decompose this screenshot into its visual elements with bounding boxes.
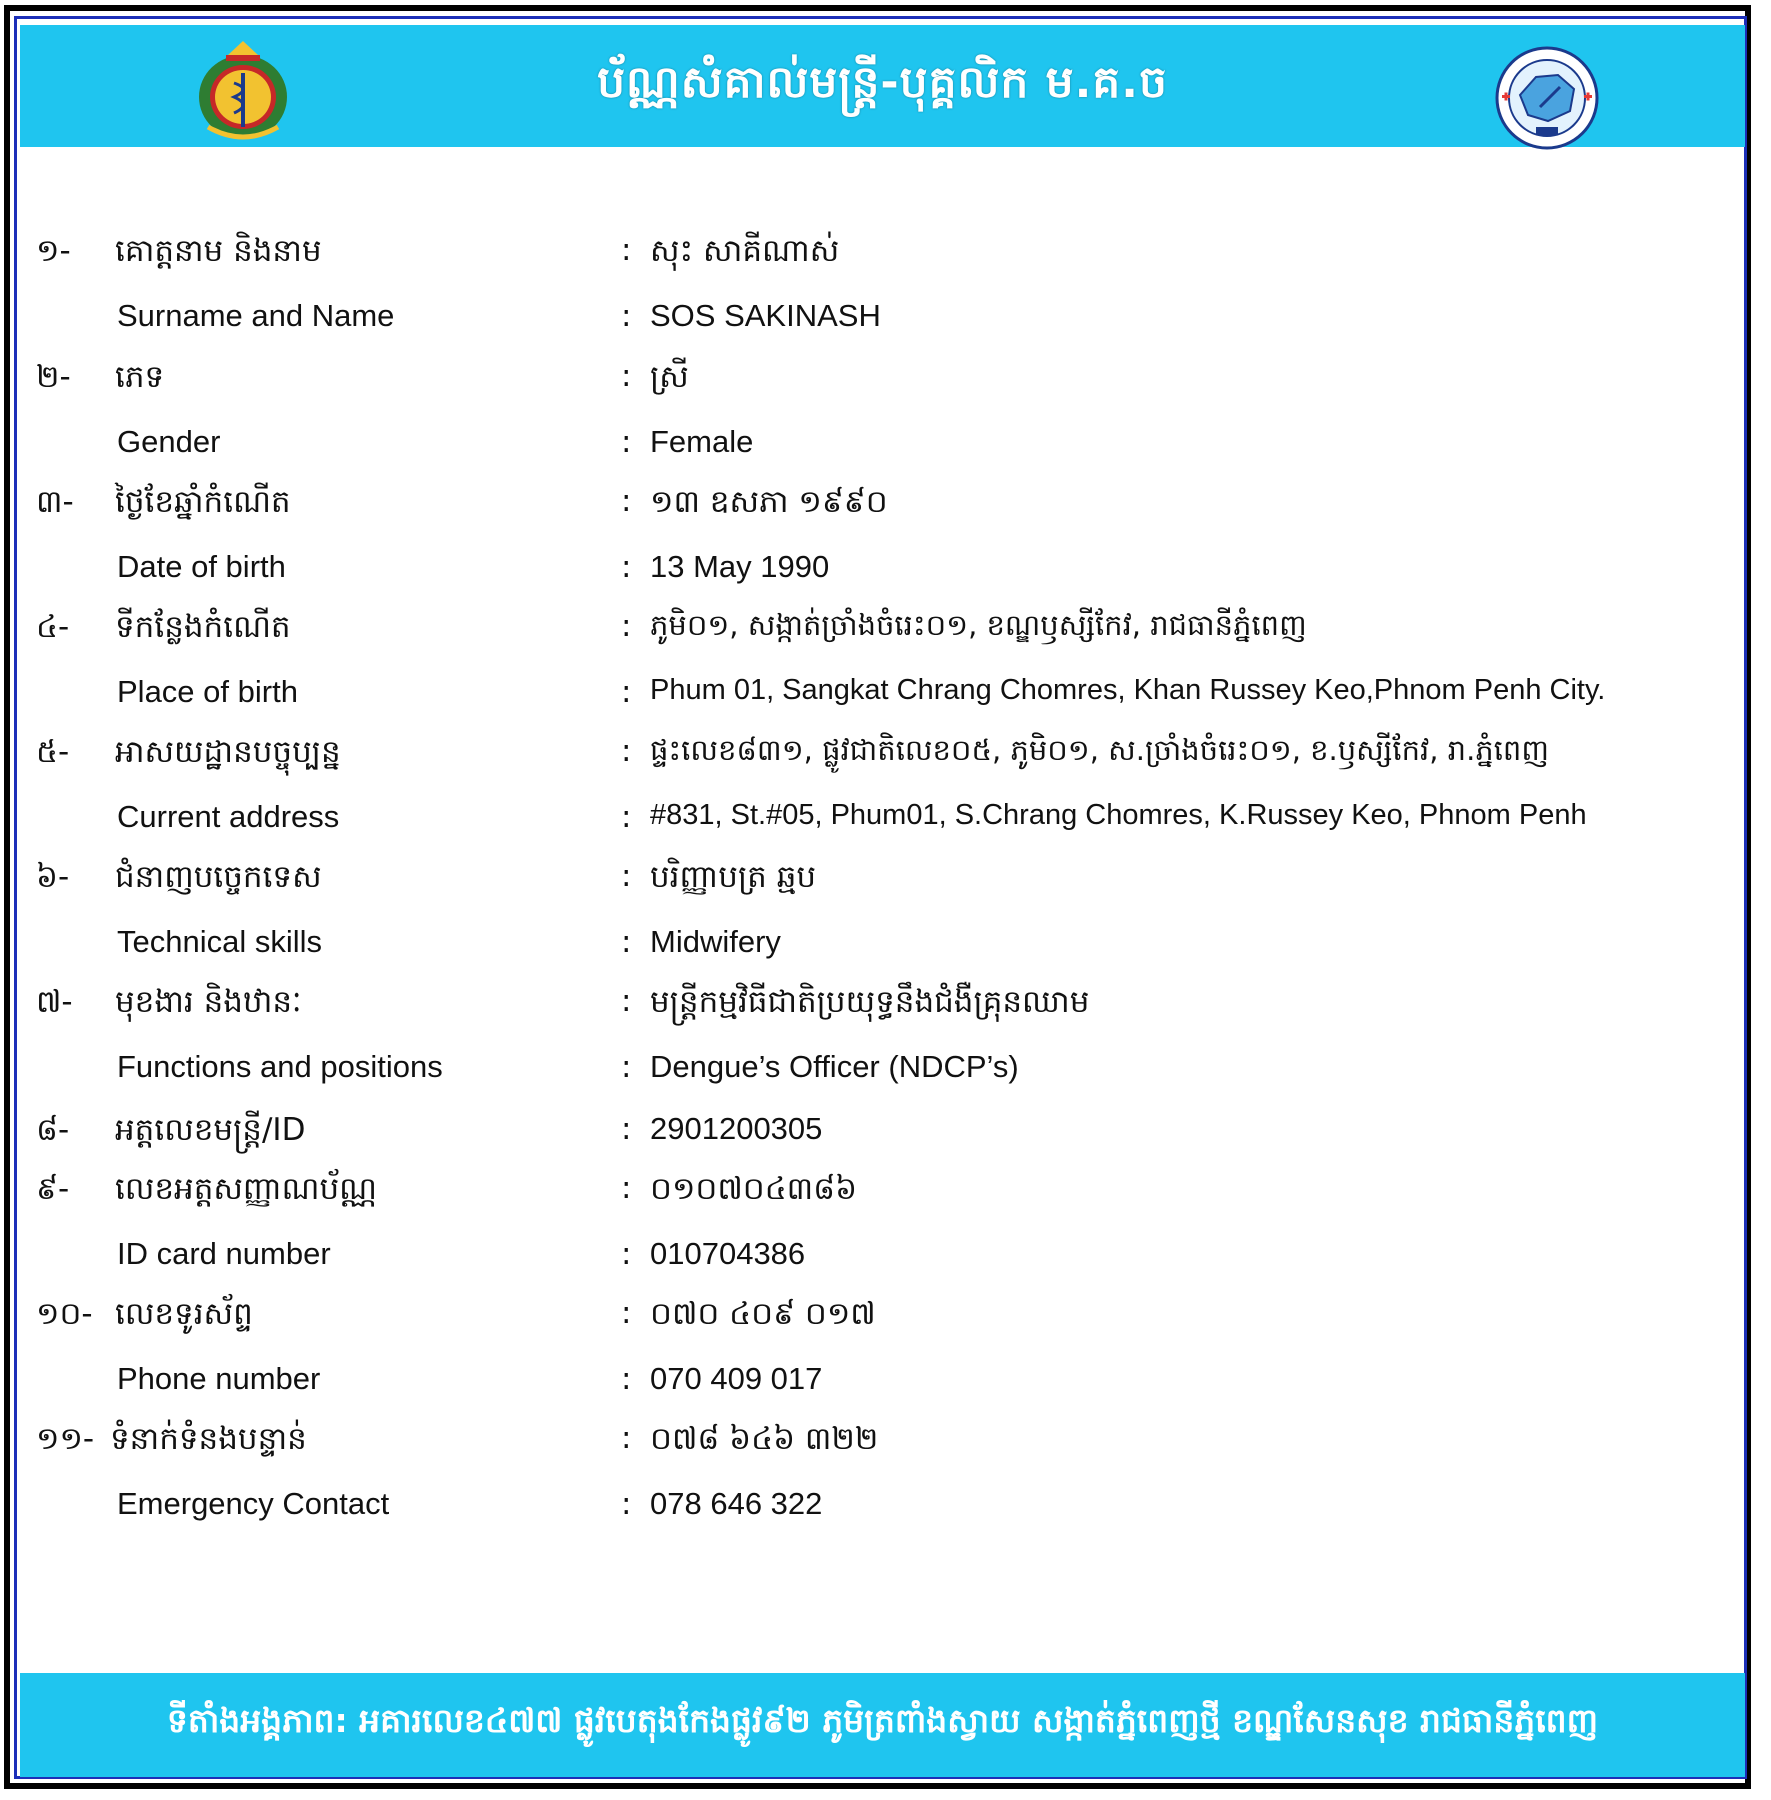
footer-band bbox=[20, 1673, 1745, 1777]
label-dob-en: Date of birth bbox=[117, 549, 286, 584]
colon: : bbox=[621, 483, 632, 519]
row-skills-km bbox=[0, 858, 1771, 918]
row-gender-en bbox=[0, 424, 1771, 484]
row-idcard-km bbox=[0, 1170, 1771, 1230]
field-number: ២- bbox=[36, 359, 71, 395]
row-emergency-en bbox=[0, 1486, 1771, 1546]
label-idcard-km: លេខអត្តសញ្ញាណប័ណ្ណ bbox=[115, 1171, 378, 1207]
label-gender-en: Gender bbox=[117, 424, 221, 459]
colon: : bbox=[621, 1420, 632, 1456]
colon: : bbox=[621, 1295, 632, 1331]
label-emergency-km: ទំនាក់ទំនងបន្ទាន់ bbox=[110, 1421, 307, 1457]
field-number: ៤- bbox=[36, 609, 70, 645]
colon: : bbox=[621, 1111, 632, 1147]
field-number: ៨- bbox=[36, 1112, 70, 1148]
row-phone-en bbox=[0, 1361, 1771, 1421]
label-skills-km: ជំនាញបច្ចេកទេស bbox=[115, 859, 322, 895]
label-address-km: អាសយដ្ឋានបច្ចុប្បន្ន bbox=[115, 734, 341, 770]
value-name-en: SOS SAKINASH bbox=[650, 298, 881, 333]
colon: : bbox=[621, 1049, 632, 1085]
label-pob-km: ទីកន្លែងកំណើត bbox=[115, 609, 291, 645]
colon: : bbox=[621, 608, 632, 644]
value-idcard-km: ០១០៧០៤៣៨៦ bbox=[650, 1171, 858, 1207]
row-address-km bbox=[0, 733, 1771, 793]
colon: : bbox=[621, 1236, 632, 1272]
row-idcard-en bbox=[0, 1236, 1771, 1296]
row-gender-km bbox=[0, 358, 1771, 418]
label-officer-id: អត្តលេខមន្រ្តី/ID bbox=[115, 1112, 306, 1148]
label-name-en: Surname and Name bbox=[117, 298, 395, 333]
label-position-km: មុខងារ និងឋានៈ bbox=[115, 984, 302, 1020]
value-phone-km: ០៧០ ៤០៩ ០១៧ bbox=[650, 1296, 876, 1332]
colon: : bbox=[621, 1361, 632, 1397]
row-pob-km bbox=[0, 608, 1771, 668]
value-gender-en: Female bbox=[650, 424, 754, 459]
label-dob-km: ថ្ងៃខែឆ្នាំកំណើត bbox=[115, 484, 291, 520]
value-officer-id: 2901200305 bbox=[650, 1111, 823, 1146]
colon: : bbox=[621, 549, 632, 585]
office-address: ទីតាំងអង្គភាព: អគារលេខ៤៧៧ ផ្លូវបេតុងកែងផ្លូវ៩២ ភូមិត្រពាំងស្វាយ សង្កាត់ភ្នំពេញថ្មី ខណ្ឌសែនសុខ រាជធានីភ្នំពេញ bbox=[166, 1701, 1599, 1740]
colon: : bbox=[621, 924, 632, 960]
value-skills-en: Midwifery bbox=[650, 924, 781, 959]
row-name-en bbox=[0, 298, 1771, 358]
colon: : bbox=[621, 232, 632, 268]
field-number: ៩- bbox=[36, 1171, 70, 1207]
value-dob-km: ១៣ ឧសភា ១៩៩០ bbox=[650, 484, 888, 520]
colon: : bbox=[621, 424, 632, 460]
value-address-en: #831, St.#05, Phum01, S.Chrang Chomres, K.Russey Keo, Phnom Penh bbox=[650, 799, 1587, 831]
value-emergency-en: 078 646 322 bbox=[650, 1486, 823, 1521]
label-position-en: Functions and positions bbox=[117, 1049, 443, 1084]
row-skills-en bbox=[0, 924, 1771, 984]
row-pob-en bbox=[0, 674, 1771, 734]
label-name-km: គោត្តនាម និងនាម bbox=[115, 233, 322, 269]
colon: : bbox=[621, 858, 632, 894]
label-pob-en: Place of birth bbox=[117, 674, 298, 709]
row-address-en bbox=[0, 799, 1771, 859]
row-officer-id bbox=[0, 1111, 1771, 1171]
row-dob-en bbox=[0, 549, 1771, 609]
label-skills-en: Technical skills bbox=[117, 924, 323, 959]
value-emergency-km: ០៧៨ ៦៤៦ ៣២២ bbox=[650, 1421, 879, 1457]
value-idcard-en: 010704386 bbox=[650, 1236, 806, 1271]
colon: : bbox=[621, 733, 632, 769]
value-position-en: Dengue’s Officer (NDCP’s) bbox=[650, 1049, 1019, 1084]
card-title: ប័ណ្ណសំគាល់មន្រ្តី-បុគ្គលិក ម.គ.ច bbox=[597, 57, 1168, 108]
label-address-en: Current address bbox=[117, 799, 340, 834]
row-phone-km bbox=[0, 1295, 1771, 1355]
field-number: ៥- bbox=[36, 734, 70, 770]
field-number: ៧- bbox=[36, 984, 73, 1020]
label-idcard-en: ID card number bbox=[117, 1236, 331, 1271]
colon: : bbox=[621, 298, 632, 334]
colon: : bbox=[621, 1486, 632, 1522]
field-number: ១- bbox=[36, 233, 71, 269]
value-name-km: សុះ សាគីណាស់ bbox=[650, 233, 840, 269]
value-dob-en: 13 May 1990 bbox=[650, 549, 830, 584]
value-address-km: ផ្ទះលេខ៨៣១, ផ្លូវជាតិលេខ០៥, ភូមិ០១, ស.ច្រាំងចំរេះ០១, ខ.ឫស្សីកែវ, រា.ភ្នំពេញ bbox=[650, 733, 1549, 767]
value-skills-km: បរិញ្ញាបត្រ ឆ្មប bbox=[650, 859, 817, 895]
value-pob-en: Phum 01, Sangkat Chrang Chomres, Khan Russey Keo,Phnom Penh City. bbox=[650, 674, 1606, 706]
colon: : bbox=[621, 983, 632, 1019]
colon: : bbox=[621, 358, 632, 394]
field-number: ១០- bbox=[36, 1296, 93, 1332]
label-phone-en: Phone number bbox=[117, 1361, 321, 1396]
row-position-km bbox=[0, 983, 1771, 1043]
label-gender-km: ភេទ bbox=[115, 359, 165, 395]
value-position-km: មន្រ្តីកម្មវិធីជាតិប្រយុទ្ធនឹងជំងឺគ្រុនឈាម bbox=[650, 984, 1090, 1020]
value-pob-km: ភូមិ០១, សង្កាត់ច្រាំងចំរេះ០១, ខណ្ឌឫស្សីកែវ, រាជធានីភ្នំពេញ bbox=[650, 608, 1307, 642]
field-number: ៣- bbox=[36, 484, 74, 520]
field-number: ១១- bbox=[36, 1421, 95, 1457]
colon: : bbox=[621, 1170, 632, 1206]
colon: : bbox=[621, 674, 632, 710]
field-number: ៦- bbox=[36, 859, 70, 895]
row-dob-km bbox=[0, 483, 1771, 543]
row-position-en bbox=[0, 1049, 1771, 1109]
row-emergency-km bbox=[0, 1420, 1771, 1480]
row-name-km bbox=[0, 232, 1771, 292]
value-gender-km: ស្រី bbox=[650, 359, 689, 395]
label-phone-km: លេខទូរស័ព្ទ bbox=[115, 1296, 253, 1332]
value-phone-en: 070 409 017 bbox=[650, 1361, 823, 1396]
label-emergency-en: Emergency Contact bbox=[117, 1486, 390, 1521]
colon: : bbox=[621, 799, 632, 835]
